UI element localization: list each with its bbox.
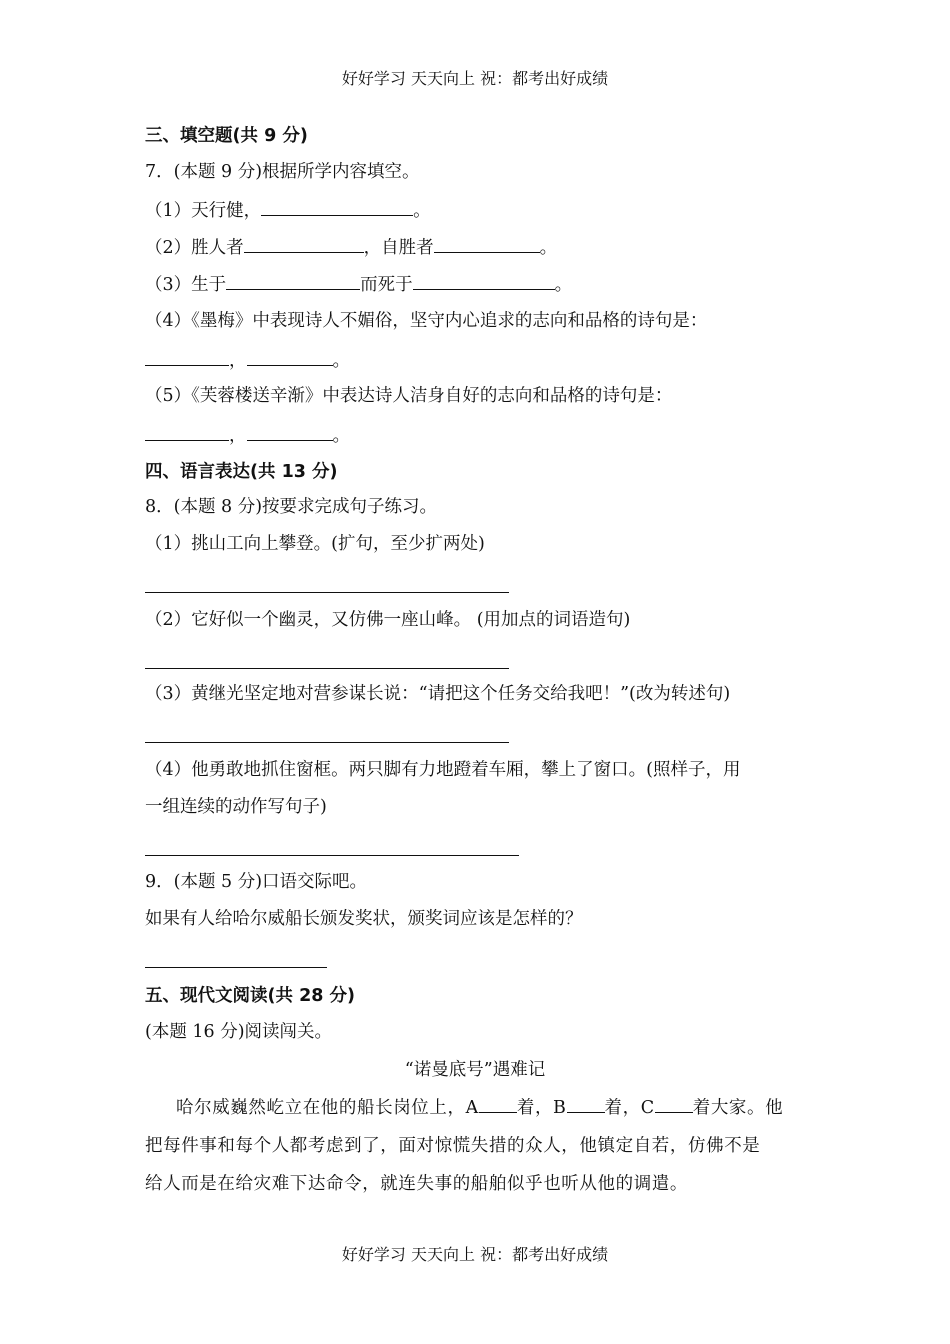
q7-5-end: 。 [332,426,350,446]
p1-b: 着，B [516,1098,567,1118]
q8-item-2: （2）它好似一个幽灵，又仿佛一座山峰。 (用加点的词语造句) [145,610,631,630]
answer-blank[interactable] [145,422,229,441]
q7-4-end: 。 [332,351,350,371]
answer-blank[interactable] [226,271,360,290]
passage-title: “诺曼底号”遇难记 [404,1060,546,1080]
answer-blank[interactable] [655,1094,693,1113]
q7-item-4-answer [145,347,350,373]
q9-prompt: 如果有人给哈尔威船长颁发奖状，颁奖词应该是怎样的？ [145,909,583,929]
answer-blank[interactable] [247,422,333,441]
q7-2-text: （2）胜人者 [145,238,244,258]
answer-blank[interactable] [567,1094,605,1113]
section-4-heading: 四、语言表达(共 13 分) [145,462,338,482]
q7-item-5-answer [145,422,350,448]
p1-c: 着，C [604,1098,655,1118]
question-8: 8．(本题 8 分)按要求完成句子练习。 [145,497,438,517]
q7-item-3 [145,271,572,297]
q7-item-5: （5）《芙蓉楼送辛渐》中表达诗人洁身自好的志向和品格的诗句是： [145,386,673,406]
q7-3-mid: 而死于 [360,275,413,295]
page-header: 好好学习 天天向上 祝：都考出好成绩 [341,69,609,88]
answer-blank[interactable] [479,1094,517,1113]
answer-line[interactable] [145,967,327,968]
question-9: 9．(本题 5 分)口语交际吧。 [145,872,368,892]
passage-line-2: 把每件事和每个人都考虑到了，面对惊慌失措的众人，他镇定自若，仿佛不是 [145,1136,761,1156]
answer-line[interactable] [145,668,509,669]
page-footer: 好好学习 天天向上 祝：都考出好成绩 [341,1245,609,1264]
q8-item-1: （1）挑山工向上攀登。(扩句，至少扩两处) [145,534,485,554]
answer-blank[interactable] [261,197,413,216]
section-5-heading: 五、现代文阅读(共 28 分) [145,986,356,1006]
q7-4-comma: ， [229,351,247,371]
passage-line-3: 给人而是在给灾难下达命令，就连失事的船舶似乎也听从他的调遣。 [145,1174,688,1194]
answer-blank[interactable] [244,234,364,253]
passage-line-1 [176,1094,783,1119]
q7-1-text: （1）天行健， [145,201,262,221]
q7-1-end: 。 [413,201,431,221]
q7-5-comma: ， [229,426,247,446]
q8-item-3: （3）黄继光坚定地对营参谋长说：“请把这个任务交给我吧！”(改为转述句) [145,684,731,704]
section-3-heading: 三、填空题(共 9 分) [145,126,308,146]
q7-item-2 [145,234,557,260]
answer-blank[interactable] [413,271,555,290]
answer-blank[interactable] [145,347,229,366]
reading-intro: (本题 16 分)阅读闯关。 [145,1022,333,1042]
q7-3-end: 。 [554,275,573,295]
answer-line[interactable] [145,742,509,743]
answer-blank[interactable] [247,347,333,366]
q7-item-1 [145,197,431,223]
q7-item-4: （4）《墨梅》中表现诗人不媚俗，坚守内心追求的志向和品格的诗句是： [145,311,708,331]
q7-2-mid: ，自胜者 [363,238,434,258]
answer-blank[interactable] [434,234,540,253]
answer-line[interactable] [145,592,509,593]
answer-line[interactable] [145,855,519,856]
p1-a: 哈尔威巍然屹立在他的船长岗位上，A [176,1098,479,1118]
q7-2-end: 。 [539,238,558,258]
q8-item-4: （4）他勇敢地抓住窗框。两只脚有力地蹬着车厢，攀上了窗口。(照样子，用 [145,760,741,780]
p1-d: 着大家。他 [692,1098,784,1118]
q8-item-4-cont: 一组连续的动作写句子) [145,797,327,817]
q7-3-text: （3）生于 [145,275,227,295]
question-7: 7．(本题 9 分)根据所学内容填空。 [145,162,420,182]
